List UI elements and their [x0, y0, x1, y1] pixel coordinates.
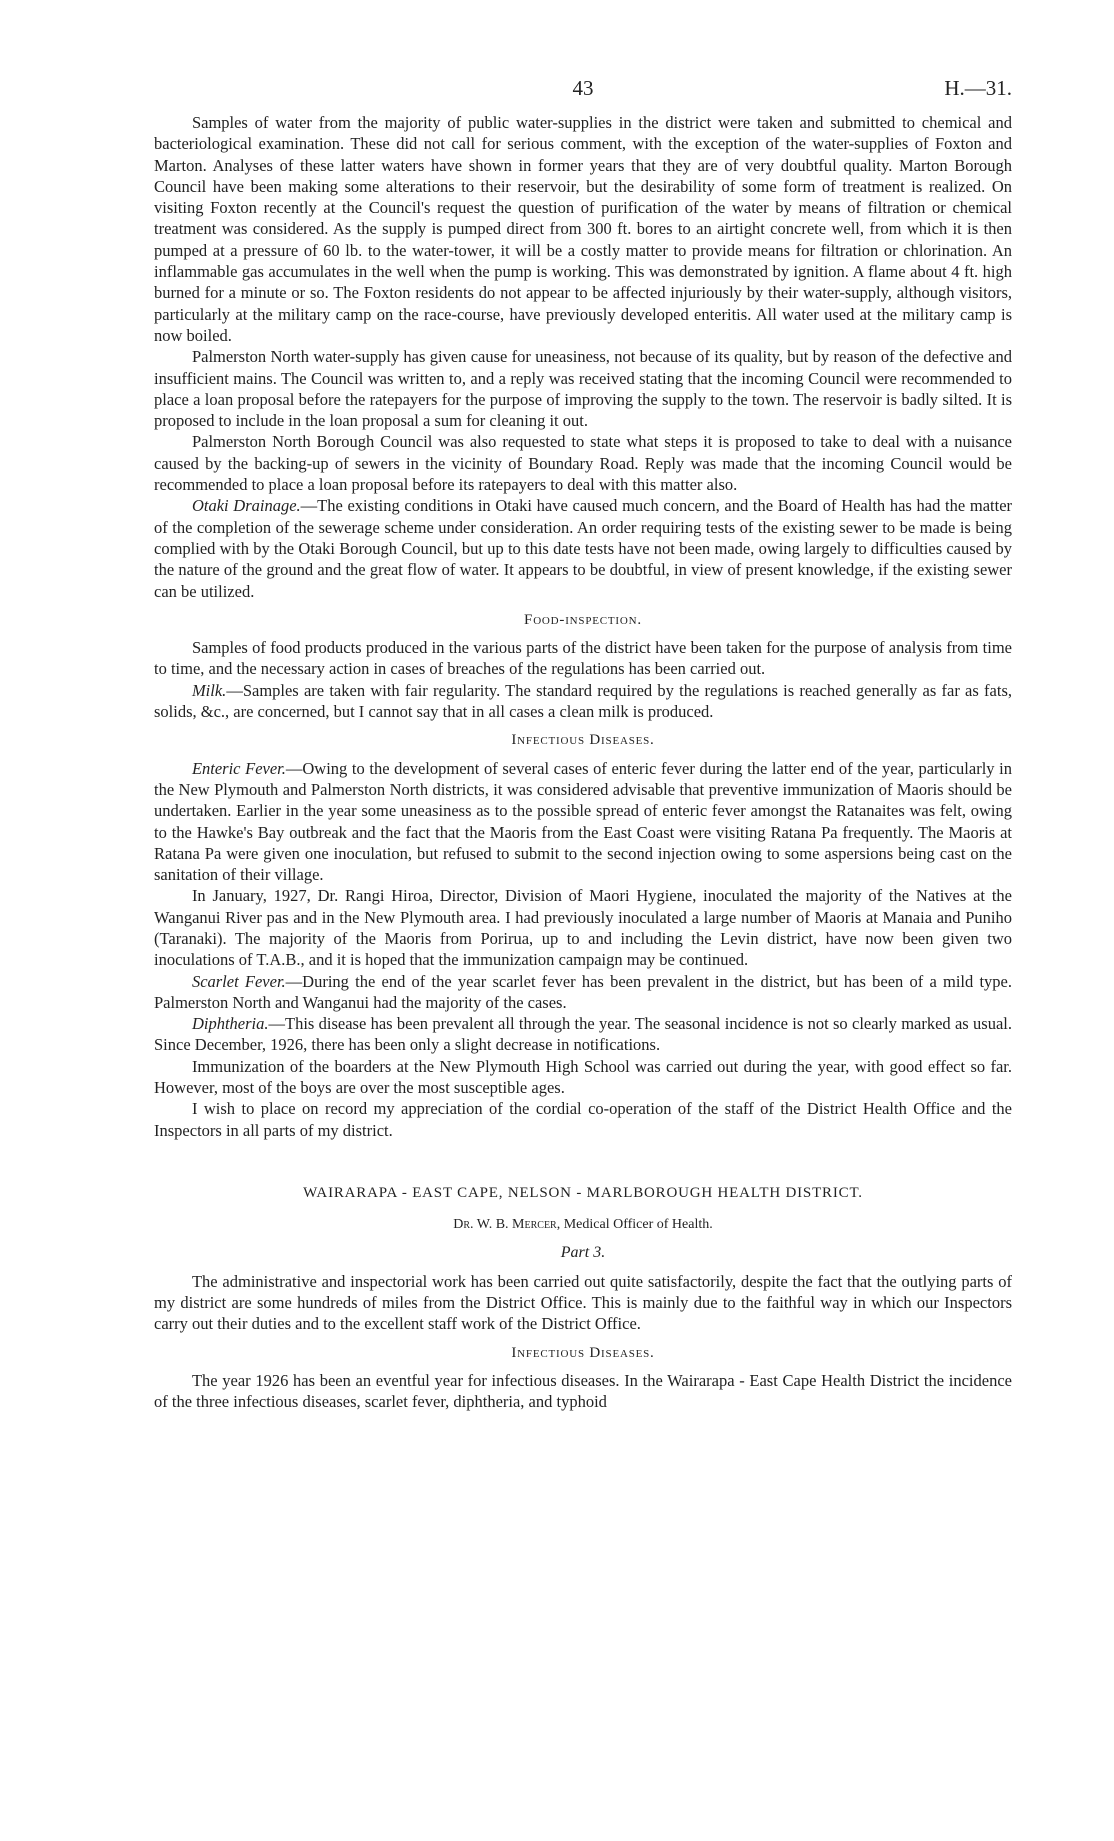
- district-heading: WAIRARAPA - EAST CAPE, NELSON - MARLBOROUGH HEALTH DISTRICT.: [303, 1184, 863, 1201]
- paragraph: In January, 1927, Dr. Rangi Hiroa, Director, Division of Maori Hygiene, inoculated the majority of the Natives at the Wanganui River pas and in the New Plymouth area. I had previously inoculated a large number of Maoris at Manaia and Puniho (Taranaki). The majority of the Maoris from Porirua, up to and including the Levin district, have now been given two inoculations of T.A.B., and it is hoped that the immunization campaign may be continued.: [154, 886, 1012, 970]
- paragraph: Palmerston North water-supply has given cause for uneasiness, not because of its quality, but by reason of the defective and insufficient mains. The Council was written to, and a reply was received stating that the incoming Council were recommended to place a loan proposal before the ratepayers for the purpose of improving the supply to the town. The reservoir is badly silted. It is proposed to include in the loan proposal a sum for cleaning it out.: [154, 347, 1012, 431]
- paragraph: Samples of food products produced in the various parts of the district have been taken for the purpose of analysis from time to time, and the necessary action in cases of breaches of the regulations has been carried out.: [154, 638, 1012, 679]
- paragraph: Samples of water from the majority of public water-supplies in the district were taken and submitted to chemical and bacteriological examination. These did not call for serious comment, with the exception of the water-supplies of Foxton and Marton. Analyses of these latter waters have shown in former years that they are of very doubtful quality. Marton Borough Council have been making some alterations to their reservoir, but the desirability of some form of treatment is realized. On visiting Foxton recently at the Council's request the question of purification of the water by means of filtration or chemical treatment was considered. As the supply is pumped direct from 300 ft. bores to an airtight concrete well, from which it is then pumped at a pressure of 60 lb. to the water-tower, it will be a costly matter to provide means for filtration or chlorination. An inflammable gas accumulates in the well when the pump is working. This was demonstrated by ignition. A flame about 4 ft. high burned for a minute or so. The Foxton residents do not appear to be affected injuriously by their water-supply, although visitors, particularly at the military camp on the race-course, have previously developed enteritis. All water used at the military camp is now boiled.: [154, 113, 1012, 345]
- paragraph: Palmerston North Borough Council was also requested to state what steps it is proposed to take to deal with a nuisance caused by the backing-up of sewers in the vicinity of Boundary Road. Reply was made that the incoming Council would be recommended to place a loan proposal before its ratepayers to deal with this matter also.: [154, 432, 1012, 495]
- district-infectious-section: [154, 1370, 1012, 1413]
- paragraph: Enteric Fever.—Owing to the development of several cases of enteric fever during the latter end of the year, particularly in the New Plymouth and Palmerston North districts, it was considered advisable that preventive immunization of Maoris should be undertaken. Earlier in the year some uneasiness as to the possible spread of enteric fever amongst the Ratanaites was felt, owing to the Hawke's Bay outbreak and the fact that the Maoris from the East Coast were visiting Ratana Pa frequently. The Maoris at Ratana Pa were given one inoculation, but refused to submit to the second injection owing to some aspersions being cast on the sanitation of their village.: [154, 758, 1012, 885]
- page-header: [154, 78, 1012, 112]
- paragraph-lead: Milk.: [191, 680, 227, 700]
- water-supply-section: [154, 112, 1012, 602]
- paragraph-lead: Scarlet Fever.: [191, 971, 286, 991]
- food-inspection-section: [154, 637, 1012, 722]
- paragraph: I wish to place on record my appreciation of the cordial co-operation of the staff of the District Health Office and the Inspectors in all parts of my district.: [154, 1099, 1012, 1140]
- paragraph: The year 1926 has been an eventful year for infectious diseases. In the Wairarapa - East Cape Health District the incidence of the three infectious diseases, scarlet fever, diphtheria, and typhoid: [154, 1371, 1012, 1412]
- paragraph: Otaki Drainage.—The existing conditions in Otaki have caused much concern, and the Board of Health has had the matter of the completion of the sewerage scheme under consideration. An order requiring tests of the existing sewer to be made is being complied with by the Otaki Borough Council, but up to this date tests have not been made, owing largely to difficulties caused by the nature of the ground and the great flow of water. It appears to be doubtful, in view of present knowledge, if the existing sewer can be utilized.: [154, 496, 1013, 601]
- paragraph-lead: Enteric Fever.: [191, 758, 286, 778]
- section-heading-food-inspection: Food-inspection.: [524, 611, 642, 628]
- section-heading-infectious-diseases: Infectious Diseases.: [511, 732, 655, 749]
- paragraph: Milk.—Samples are taken with fair regularity. The standard required by the regulations is reached generally as far as fats, solids, &c., are concerned, but I cannot say that in all cases a clean milk is produced.: [154, 680, 1012, 722]
- officer-name: Dr. W. B. Mercer,: [453, 1217, 561, 1233]
- paragraph: Diphtheria.—This disease has been prevalent all through the year. The seasonal incidence is not so clearly marked as usual. Since December, 1926, there has been only a slight decrease in notifications.: [154, 1014, 1012, 1055]
- paragraph: The administrative and inspectorial work has been carried out quite satisfactorily, despite the fact that the outlying parts of my district are some hundreds of miles from the District Office. This is mainly due to the faithful way in which our Inspectors carry out their duties and to the excellent staff work of the District Office.: [154, 1271, 1012, 1334]
- paragraph: Scarlet Fever.—During the end of the year scarlet fever has been prevalent in the district, but has been of a mild type. Palmerston North and Wanganui had the majority of the cases.: [154, 971, 1012, 1012]
- officer-title: Medical Officer of Health.: [563, 1217, 713, 1233]
- paragraph-lead: Diphtheria.: [191, 1014, 269, 1034]
- section-heading-infectious-diseases-2: Infectious Diseases.: [511, 1344, 655, 1361]
- paragraph-lead: Otaki Drainage.: [191, 496, 301, 516]
- district-section: [154, 1271, 1012, 1335]
- paragraph: Immunization of the boarders at the New Plymouth High School was carried out during the year, with good effect so far. However, most of the boys are over the most susceptible ages.: [154, 1056, 1012, 1098]
- document-reference: H.—31.: [944, 76, 1012, 100]
- page-number: 43: [572, 76, 594, 100]
- infectious-diseases-section: [154, 758, 1012, 1141]
- part-label: Part 3.: [560, 1243, 606, 1261]
- officer-line: [154, 1214, 1012, 1235]
